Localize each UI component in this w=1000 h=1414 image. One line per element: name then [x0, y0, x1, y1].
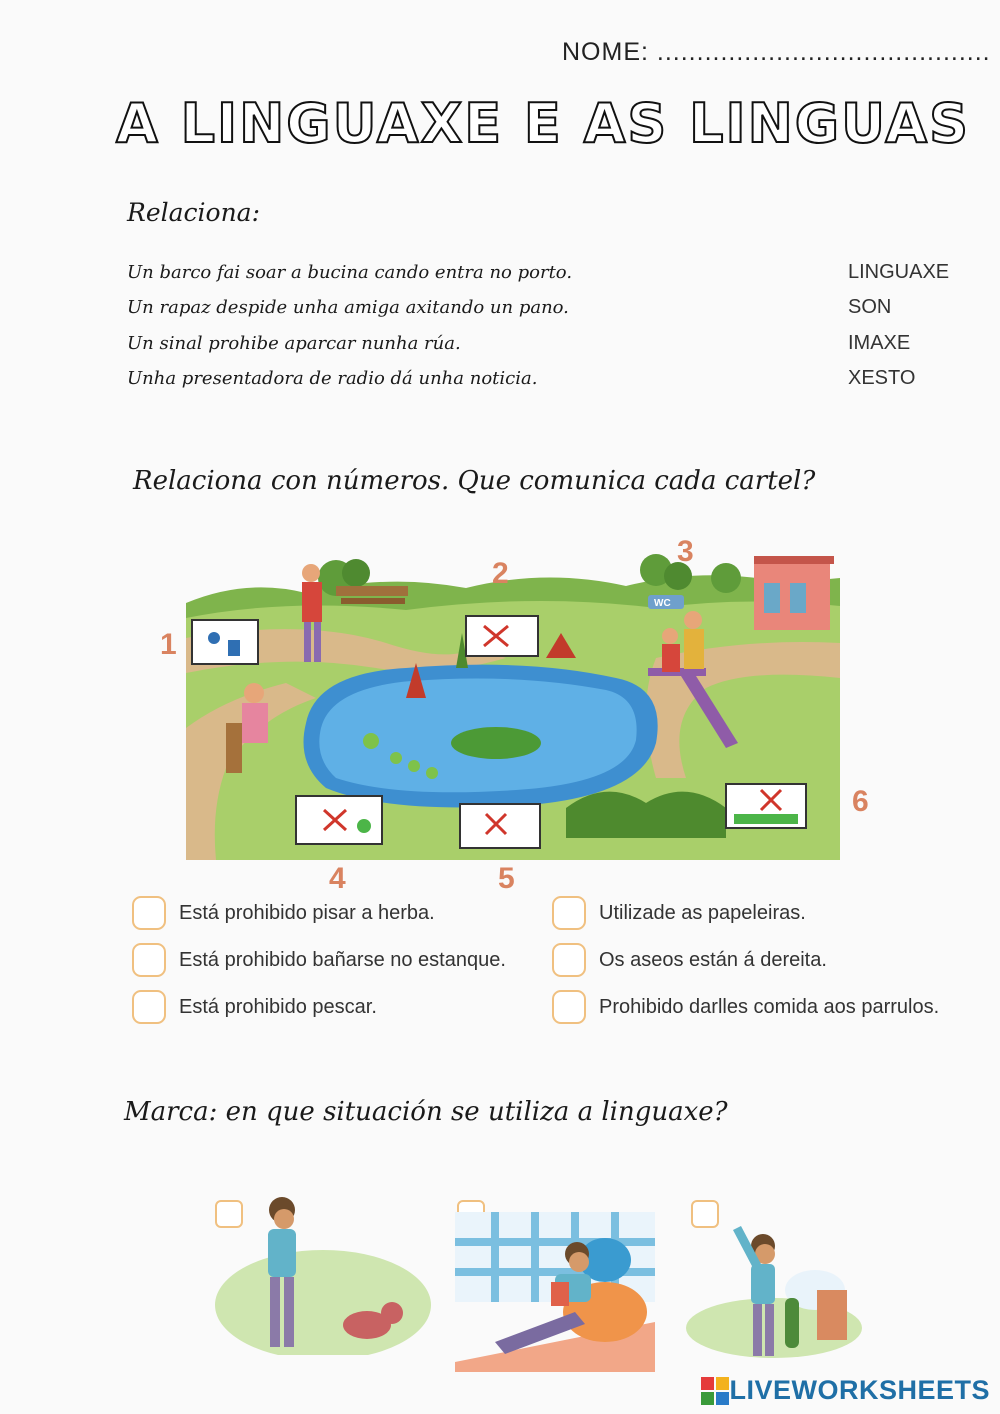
- match-word-xesto[interactable]: XESTO: [848, 367, 916, 389]
- name-field-label: NOME: ..........................................: [562, 38, 991, 66]
- sign-number-1: 1: [160, 628, 177, 661]
- sign-number-6: 6: [852, 785, 869, 818]
- sign-number-3: 3: [677, 535, 694, 568]
- option-text: Utilizade as papeleiras.: [599, 901, 806, 924]
- answer-box[interactable]: [132, 943, 166, 977]
- option-text: Está prohibido pisar a herba.: [179, 901, 435, 924]
- option-aseos: [552, 943, 827, 977]
- sign-number-5: 5: [498, 862, 515, 895]
- page-title: [0, 92, 1000, 155]
- option-banarse: [132, 943, 506, 977]
- wc-sign: WC: [654, 598, 671, 609]
- situation-1-illustration: [212, 1185, 434, 1355]
- option-text: Os aseos están á dereita.: [599, 948, 827, 971]
- sentence-4: Unha presentadora de radio dá unha noticia.: [127, 368, 538, 389]
- answer-box[interactable]: [552, 896, 586, 930]
- option-papeleiras: [552, 896, 806, 930]
- sign-number-4: 4: [329, 862, 346, 895]
- liveworksheets-logo-icon: [701, 1377, 729, 1405]
- option-parrulos: [552, 990, 939, 1024]
- answer-box[interactable]: [552, 943, 586, 977]
- answer-box[interactable]: [132, 896, 166, 930]
- section1-heading: Relaciona:: [127, 198, 260, 227]
- option-text: Prohibido darlles comida aos parrulos.: [599, 995, 940, 1018]
- option-pescar: [132, 990, 377, 1024]
- park-illustration: [186, 548, 840, 860]
- page-title-text: A LINGUAXE E AS LINGUAS: [116, 92, 970, 155]
- option-text: Está prohibido bañarse no estanque.: [179, 948, 506, 971]
- logo-text: LIVEWORKSHEETS: [729, 1375, 990, 1405]
- situation-3-illustration: [685, 1218, 863, 1358]
- liveworksheets-logo: [701, 1375, 990, 1406]
- answer-box[interactable]: [552, 990, 586, 1024]
- section2-heading: Relaciona con números. Que comunica cada cartel?: [133, 466, 816, 496]
- option-pisar-herba: [132, 896, 435, 930]
- sentence-1: Un barco fai soar a bucina cando entra no porto.: [127, 262, 573, 283]
- match-word-son[interactable]: SON: [848, 296, 892, 318]
- section3-heading: Marca: en que situación se utiliza a linguaxe?: [124, 1097, 728, 1127]
- option-text: Está prohibido pescar.: [179, 995, 377, 1018]
- answer-box[interactable]: [132, 990, 166, 1024]
- sentence-2: Un rapaz despide unha amiga axitando un pano.: [127, 297, 569, 318]
- match-word-linguaxe[interactable]: LINGUAXE: [848, 261, 950, 283]
- match-word-imaxe[interactable]: IMAXE: [848, 332, 911, 354]
- sentence-3: Un sinal prohibe aparcar nunha rúa.: [127, 333, 461, 354]
- situation-2-illustration: [455, 1212, 655, 1372]
- sign-number-2: 2: [492, 557, 509, 590]
